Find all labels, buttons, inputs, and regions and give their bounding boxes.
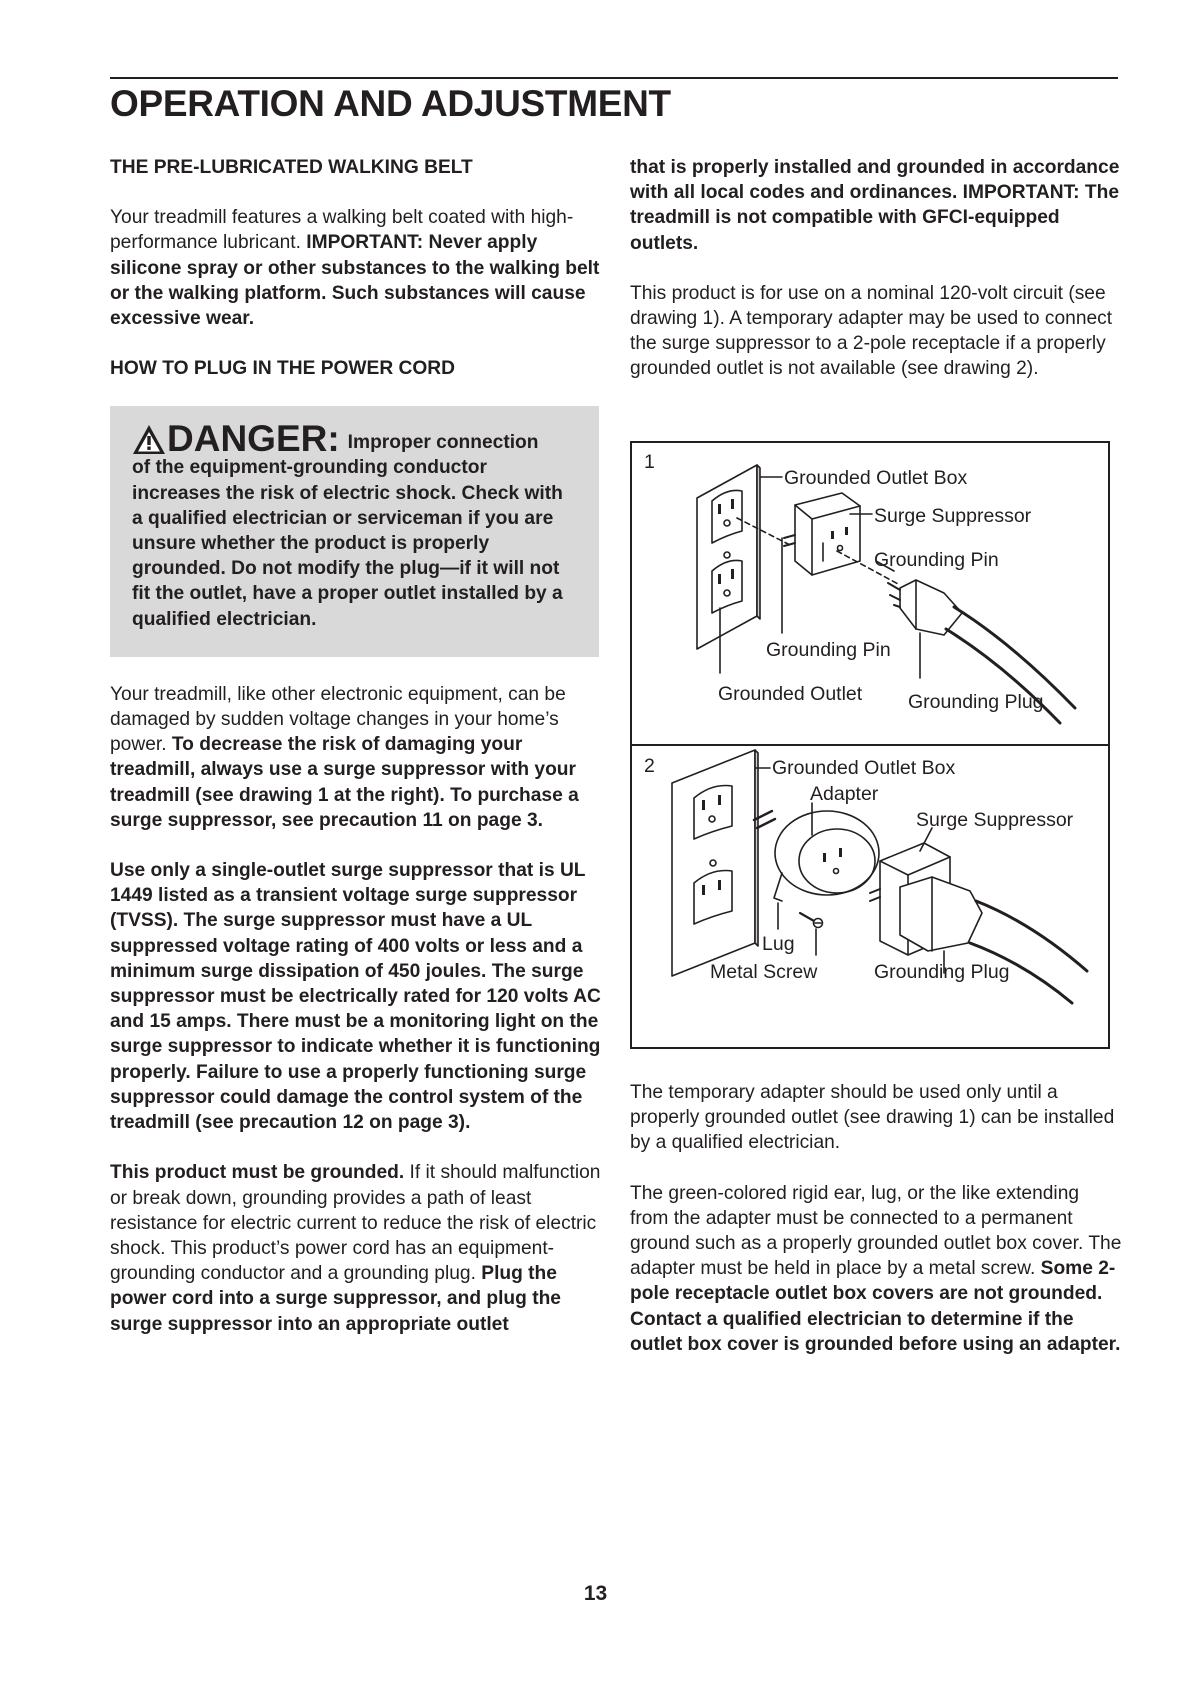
right-column-top: [630, 155, 1122, 407]
green-lug-paragraph: [630, 1181, 1122, 1357]
top-rule: [110, 77, 1118, 79]
circuit-paragraph: This product is for use on a nominal 120-volt circuit (see drawing 1). A temporary adapter may be used to connect the surge suppressor to a 2-pole receptacle if a properly grounded outlet is not available (see drawing 2).: [630, 282, 1113, 380]
plug-heading: HOW TO PLUG IN THE POWER CORD: [110, 358, 456, 380]
continued-paragraph: [630, 155, 1122, 256]
continued-bold: that is properly installed and grounded in accordance with all local codes and ordinances. IMPORTANT: The treadmill is not compatible with GFCI-equipped outlets.: [630, 157, 1120, 254]
d2-surge-suppressor-label: Surge Suppressor: [916, 809, 1074, 831]
ground-bold-2: Plug the power cord into a surge suppressor, and plug the surge suppressor into an appropriate outlet: [110, 1263, 561, 1335]
d2-lug-label: Lug: [762, 933, 795, 955]
d1-grounding-pin-label-bottom: Grounding Pin: [766, 639, 891, 661]
ul-paragraph: [110, 858, 602, 1135]
drawing-1-number: 1: [644, 451, 655, 473]
danger-header: [132, 418, 577, 460]
danger-word: DANGER:: [167, 418, 340, 460]
d2-metal-screw-label: Metal Screw: [710, 961, 818, 983]
green-bold: Some 2-pole receptacle outlet box covers are not grounded. Contact a qualified electrician to determine if the outlet box cover is grounded before using an adapter.: [630, 1258, 1121, 1355]
belt-paragraph: [110, 205, 602, 331]
ground-text: If it should malfunction or break down, grounding provides a path of least resistance for electric current to reduce the risk of electric shock. This product’s power cord has an equipment-grounding conductor and a grounding plug.: [110, 1162, 601, 1285]
surge-bold: To decrease the risk of damaging your treadmill, always use a surge suppressor with your treadmill (see drawing 1 at the right). To purchase a surge suppressor, see precaution 11 on page 3.: [110, 734, 579, 831]
ground-paragraph: [110, 1160, 602, 1336]
d2-grounding-plug-label: Grounding Plug: [874, 961, 1010, 983]
wiring-figure: [630, 441, 1110, 1049]
left-column: [110, 155, 602, 1362]
green-text: The green-colored rigid ear, lug, or the like extending from the adapter must be connected to a permanent ground such as a properly grounded outlet box cover. The adapter must be held in place by a metal screw.: [630, 1182, 1122, 1280]
warning-triangle-icon: [132, 423, 166, 455]
d2-adapter-label: Adapter: [810, 783, 879, 805]
d1-grounding-plug-label: Grounding Plug: [908, 691, 1044, 713]
page-title: OPERATION AND ADJUSTMENT: [110, 83, 671, 124]
drawing-2-number: 2: [644, 755, 655, 777]
danger-box: [110, 406, 599, 656]
danger-text: of the equipment-grounding conductor increases the risk of electric shock. Check with a qualified electrician or serviceman if you are unsure whether the product is properly grounded. Do not modify the plug—if it will not fit the outlet, have a proper outlet installed by a qualified electrician.: [132, 457, 563, 630]
d1-surge-suppressor-label: Surge Suppressor: [874, 505, 1032, 527]
ground-bold: This product must be grounded.: [110, 1162, 405, 1184]
danger-lead: Improper connection: [347, 432, 539, 454]
surge-text: Your treadmill, like other electronic equipment, can be damaged by sudden voltage changes in your home’s power.: [110, 683, 566, 756]
temp-adapter-paragraph: The temporary adapter should be used only until a properly grounded outlet (see drawing 1) can be installed by a qualified electrician.: [630, 1082, 1115, 1154]
belt-important: IMPORTANT: Never apply silicone spray or other substances to the walking belt or the walking platform. Such substances will cause excessive wear.: [110, 232, 600, 330]
belt-text: Your treadmill features a walking belt coated with high-performance lubricant.: [110, 207, 574, 254]
figure-separator: [632, 744, 1108, 746]
right-column-bottom: [630, 1080, 1122, 1382]
page-number: 13: [583, 1582, 608, 1605]
ul-bold: Use only a single-outlet surge suppressor that is UL 1449 listed as a transient voltage surge suppressor (TVSS). The surge suppressor must have a UL suppressed voltage rating of 400 volts or less and a minimum surge dissipation of 450 joules. The surge suppressor must be electrically rated for 120 volts AC and 15 amps. There must be a monitoring light on the surge suppressor to indicate whether it is functioning properly. Failure to use a properly functioning surge suppressor could damage the control system of the treadmill (see precaution 12 on page 3).: [110, 860, 601, 1134]
d1-grounded-outlet-label: Grounded Outlet: [718, 683, 863, 705]
d1-grounded-outlet-box-label: Grounded Outlet Box: [784, 467, 968, 489]
surge-paragraph: [110, 682, 602, 833]
belt-heading: THE PRE-LUBRICATED WALKING BELT: [110, 157, 473, 178]
d2-grounded-outlet-box-label: Grounded Outlet Box: [772, 757, 956, 779]
d1-grounding-pin-label-right: Grounding Pin: [874, 549, 999, 571]
